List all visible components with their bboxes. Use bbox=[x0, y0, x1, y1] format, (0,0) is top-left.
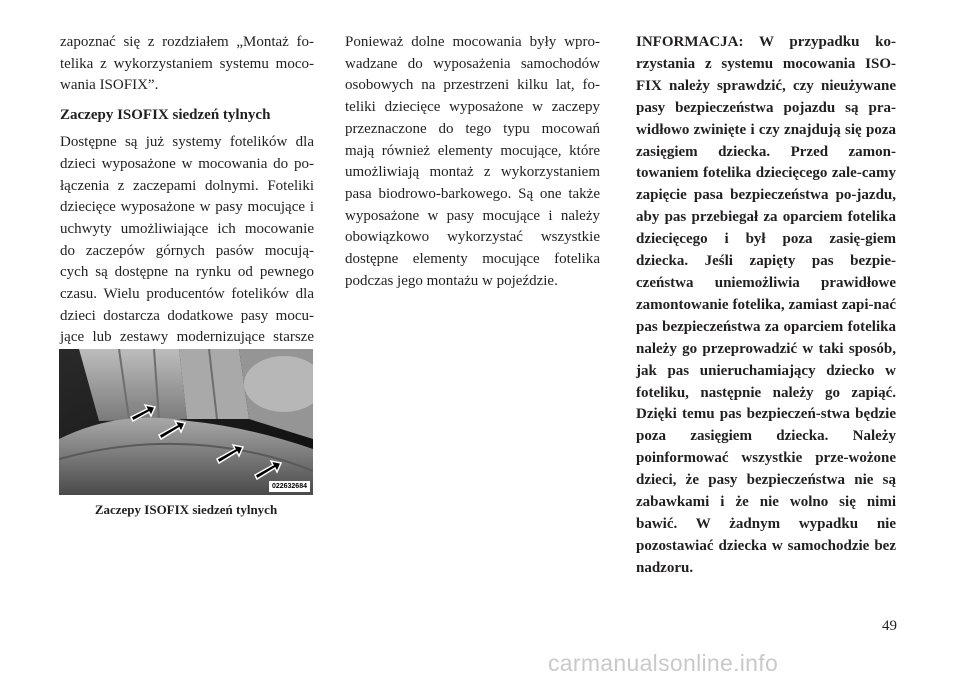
intro-paragraph: zapoznać się z rozdziałem „Montaż fo-telika z wykorzystaniem systemu moco-wania ISOFIX”. bbox=[60, 34, 314, 94]
column-1 bbox=[60, 32, 314, 371]
column-2 bbox=[345, 32, 600, 292]
body-paragraph: Dostępne są już systemy fotelików dla dzieci wyposażone w mocowania do po-łączenia z zaczepami dolnymi. Foteliki dziecięce wyposażone w pasy mocujące i uchwyty umożliwiające ich mocowanie do zaczepów górnych pasów mocują-cych są dostępne na rynku od pewnego czasu. Wielu producentów fotelików dla dzieci dostarcza dodatkowe pasy mocu-jące lub zestawy modernizujące starsze bbox=[60, 134, 314, 346]
page-number: 49 bbox=[882, 618, 897, 634]
watermark-text: carmanualsonline.info bbox=[548, 650, 779, 676]
section-heading: Zaczepy ISOFIX siedzeń tylnych bbox=[60, 107, 271, 124]
information-note: INFORMACJA: W przypadku ko-rzystania z systemu mocowania ISO-FIX należy sprawdzić, czy nieużywane pasy bezpieczeństwa pojazdu są pra-widłowo zwinięte i czy znajdują się poza zasięgiem dziecka. Przed zamon-towaniem fotelika dziecięcego zale-camy zapięcie pasa bezpieczeństwa po-jazdu, aby pas przebiegał za oparciem fotelika dziecięcego i był poza zasię-giem dziecka. Jeśli zapięty pas bezpie-czeństwa uniemożliwia prawidłowe zamontowanie fotelika, zamiast zapi-nać pas bezpieczeństwa za oparciem fotelika należy go przeprowadzić w taki sposób, jak pas unieruchamiający dziecko w foteliku, następnie należy go zapiąć. Dzięki temu pas bezpieczeń-stwa będzie poza zasięgiem dziecka. Należy poinformować wszystkie prze-wożone dzieci, że pasy bezpieczeństwa nie są zabawkami i że nie wolno się nimi bawić. W żadnym wypadku nie pozostawiać dziecka w samochodzie bez nadzoru. bbox=[636, 34, 896, 576]
seat-illustration bbox=[59, 349, 313, 495]
isofix-seat-photo bbox=[59, 349, 313, 495]
figure-code: 022632684 bbox=[269, 481, 310, 492]
column-3 bbox=[636, 32, 896, 580]
figure-caption: Zaczepy ISOFIX siedzeń tylnych bbox=[94, 502, 278, 517]
body-paragraph: Ponieważ dolne mocowania były wpro-wadzane do wyposażenia samochodów osobowych na przestrzeni kilku lat, fo-teliki dziecięce wyposażone w zaczepy przeznaczone do tego typu mocowań mają również elementy mocujące, które umożliwiają montaż z wykorzystaniem pasa biodrowo-barkowego. Są one także wyposażone w pasy mocujące i należy obowiązkowo wykorzystać wszystkie dostępne elementy mocujące fotelika podczas jego montażu w pojeździe. bbox=[345, 34, 600, 289]
